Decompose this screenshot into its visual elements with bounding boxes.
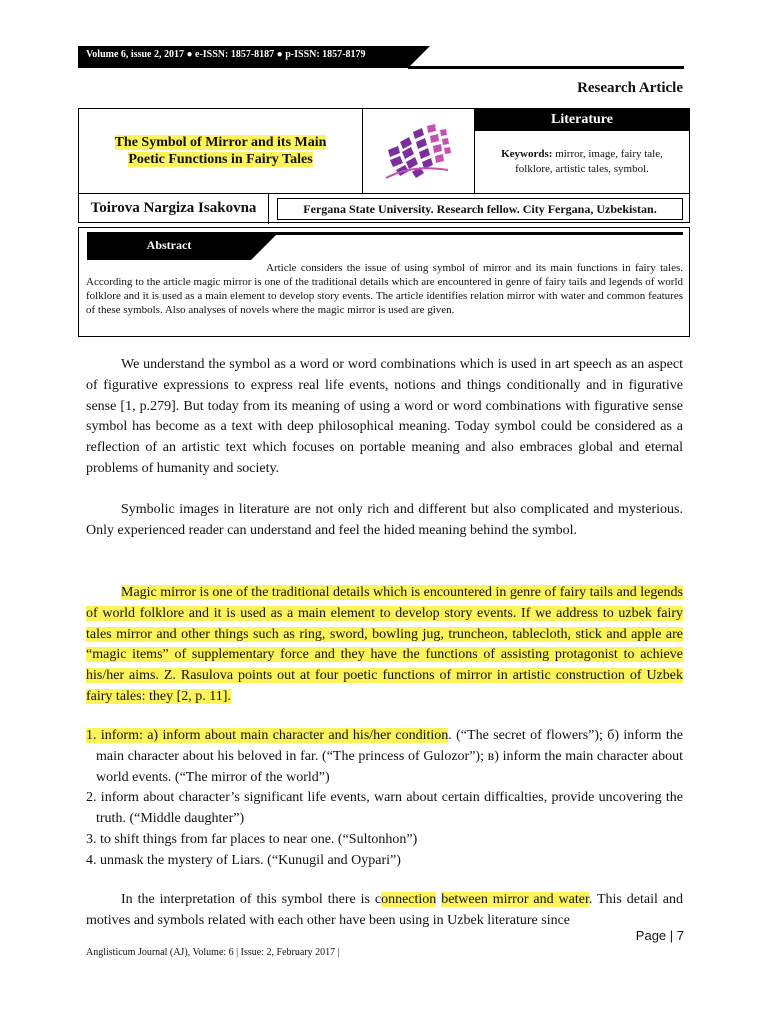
body-paragraph-3 <box>86 583 683 708</box>
title-line-1: The Symbol of Mirror and its Main <box>114 135 327 150</box>
journal-info: Volume 6, issue 2, 2017 ● e-ISSN: 1857-8187 ● p-ISSN: 1857-8179 <box>86 49 366 60</box>
article-type: Research Article <box>577 80 683 96</box>
journal-header-band <box>78 46 684 68</box>
list-item: 1. inform: a) inform about main character and his/her condition. (“The secret of flowers”); б) inform the main character about his beloved in far. (“The princess of Gulozor”); в) inform the main character about world events. (“The mirror of the world”) <box>86 728 683 785</box>
header-table <box>78 108 690 223</box>
page-footer: Anglisticum Journal (AJ), Volume: 6 | Issue: 2, February 2017 | <box>86 947 340 958</box>
title-cell <box>79 109 363 193</box>
highlighted-text: between mirror and water <box>441 892 589 907</box>
paper-title <box>115 134 327 168</box>
highlighted-text: 1. inform: a) inform about main character and his/her condition <box>86 728 449 743</box>
page-number: Page | 7 <box>635 928 684 943</box>
author-affiliation: Fergana State University. Research fellow. City Fergana, Uzbekistan. <box>277 198 683 220</box>
abstract-box <box>78 227 690 337</box>
body-paragraph-1: We understand the symbol as a word or word combinations which is used in art speech as an aspect of figurative expressions to express real life events, notions and things conditionally and in figurative sense [1, p.279]. But today from its meaning of using a word or word combinations with figurative sense symbol has become as a text with deep philosophical meaning. Today symbol could be considered as a reflection of an artistic text which focuses on portable meaning and also embraces global and eternal problems of humanity and society. <box>86 357 683 476</box>
list-item: 2. inform about character’s significant life events, warn about certain difficalties, provide uncovering the truth. (“Middle daughter”) <box>86 790 683 827</box>
highlighted-text: onnection <box>381 892 437 907</box>
title-line-2: Poetic Functions in Fairy Tales <box>128 152 313 167</box>
highlighted-text: Magic mirror is one of the traditional details which is encountered in genre of fairy tails and legends of world folklore and it is used as a main element to develop story events. If we address to uzbek fairy tales mirror and other things such as ring, sword, bowling jug, truncheon, tablecloth, stick and apple are “magic items” of supplementary force and they have the functions of assisting protagonist to achieve his/her aims. Z. Rasulova points out at four poetic functions of mirror in artistic construction of Uzbek fairy tales: they [2, p. 11]. <box>86 585 683 704</box>
section-label: Literature <box>475 109 689 131</box>
keywords-cell <box>475 131 689 193</box>
list-item: 4. unmask the mystery of Liars. (“Kunugil and Oypari”) <box>86 852 401 868</box>
author-row <box>79 193 689 225</box>
journal-logo-cell <box>363 109 475 193</box>
journal-logo-icon <box>382 120 456 182</box>
keywords-label: Keywords: <box>501 148 553 160</box>
list-item: 3. to shift things from far places to near one. (“Sultonhon”) <box>86 831 418 847</box>
body-paragraph-4: In the interpretation of this symbol there is connection between mirror and water. This detail and motives and symbols related with each other have been using in Uzbek literature since <box>86 892 684 928</box>
keywords-list: mirror, image, fairy tale, folklore, artistic tales, symbol. <box>515 148 663 175</box>
author-name: Toirova Nargiza Isakovna <box>79 194 269 224</box>
body-paragraph-2: Symbolic images in literature are not only rich and different but also complicated and mysterious. Only experienced reader can understand and feel the hided meaning behind the symbol. <box>86 502 683 538</box>
abstract-text: Article considers the issue of using symbol of mirror and its main functions in fairy tales. According to the article magic mirror is one of the traditional details which are encountered in genre of fairy tails and legends of world folklore and it is used as a main element to develop story events. The article identifies relation mirror with water and common features of these symbols. Also analyses of novels where the magic mirror is used are given. <box>86 262 683 316</box>
functions-list <box>86 726 683 872</box>
abstract-label: Abstract <box>87 232 251 260</box>
